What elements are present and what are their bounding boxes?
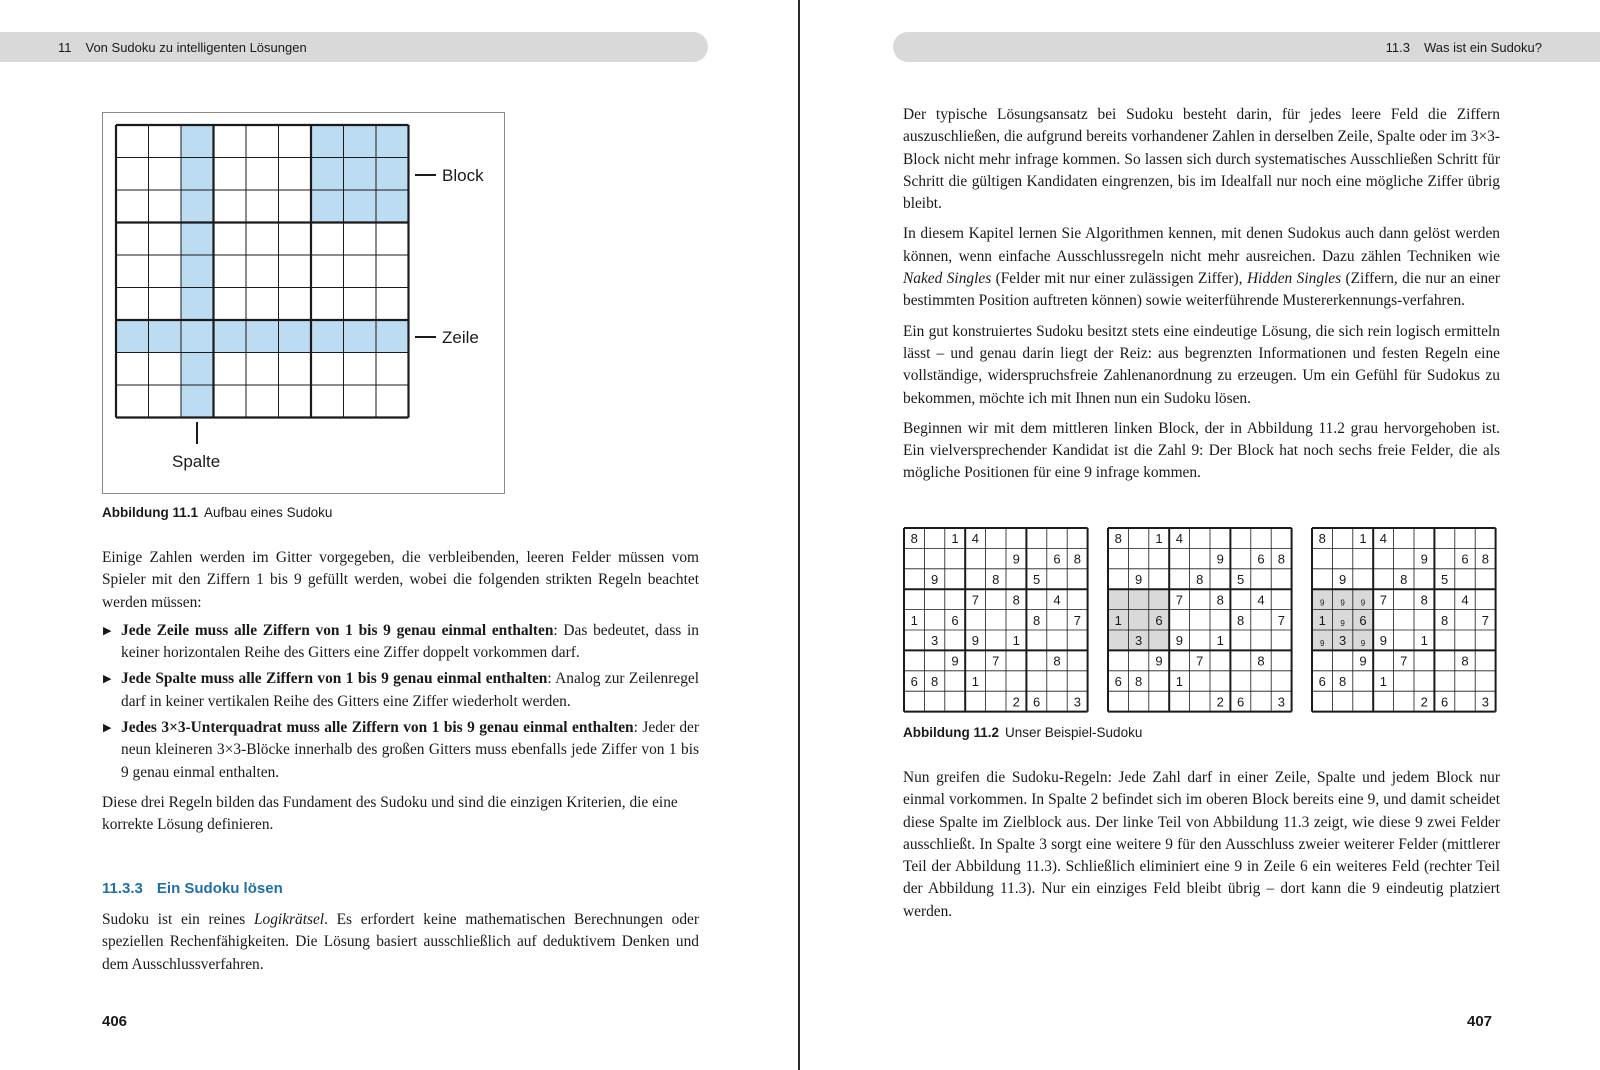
sudoku-digit: 9 — [971, 633, 980, 649]
sudoku-digit: 6 — [1318, 674, 1326, 689]
sudoku-digit: 7 — [1277, 612, 1286, 628]
sudoku-digit: 7 — [1073, 612, 1082, 628]
sudoku-digit: 8 — [1134, 674, 1143, 689]
sudoku-grid-original — [903, 527, 1089, 715]
sudoku-digit: 8 — [1277, 551, 1286, 567]
sudoku-digit: 8 — [1400, 572, 1408, 587]
sudoku-digit: 9 — [1338, 572, 1347, 587]
caption-text: Aufbau eines Sudoku — [204, 505, 333, 520]
highlighted-cell — [376, 190, 409, 223]
sudoku-digit: 4 — [1379, 531, 1388, 547]
sudoku-digit: 7 — [1196, 653, 1204, 669]
highlighted-cell — [181, 353, 214, 386]
sudoku-svg — [903, 527, 1089, 715]
section-title: Was ist ein Sudoku? — [1423, 39, 1542, 55]
sudoku-digit: 6 — [1032, 694, 1041, 710]
rule-item — [102, 620, 699, 665]
sudoku-digit: 6 — [1440, 694, 1449, 710]
running-header-left — [0, 32, 708, 62]
sudoku-digit: 6 — [1155, 612, 1163, 628]
highlighted-cell — [376, 320, 409, 353]
label-row: Zeile — [442, 328, 479, 347]
section-heading — [102, 880, 283, 897]
sudoku-digit: 8 — [1053, 653, 1061, 669]
sudoku-digit: 1 — [1379, 674, 1388, 689]
sudoku-structure-diagram — [103, 113, 504, 493]
paragraph-3: Ein gut konstruiertes Sudoku besitzt stets eine eindeutige Lösung, die sich rein logisch ermitteln lässt – und genau darin liegt der Reiz: aus begrenzten Informationen und festen Regeln eine vollständige, widerspruchsfreie Zahlenanordnung zu erzeugen. Um ein Gefühl für Sudokus zu bekommen, möchte ich mit Ihnen nun ein Sudoku lösen. — [903, 322, 1500, 407]
sudoku-digit: 9 — [1359, 653, 1367, 669]
paragraph-4: Beginnen wir mit dem mittleren linken Block, der in Abbildung 11.2 grau hervorgehoben ist. Ein vielversprechender Kandidat ist die Zahl 9: Der Block hat noch sechs freie Felder, die als mögliche Positionen für eine 9 infrage kommen. — [903, 419, 1500, 482]
sudoku-digit: 8 — [1196, 572, 1204, 587]
sudoku-digit: 8 — [1032, 612, 1041, 628]
sudoku-digit: 6 — [1359, 612, 1367, 628]
sudoku-digit: 4 — [1257, 592, 1265, 608]
sudoku-digit: 1 — [1420, 633, 1428, 649]
sudoku-svg — [1107, 527, 1293, 715]
sudoku-digit: 1 — [1359, 531, 1367, 547]
sudoku-digit: 3 — [1073, 694, 1082, 710]
highlighted-cell — [246, 320, 279, 353]
sudoku-digit: 1 — [1114, 612, 1122, 628]
rule-bold: Jede Zeile muss alle Ziffern von 1 bis 9 genau einmal enthalten — [121, 621, 554, 639]
sudoku-digit: 1 — [1155, 531, 1163, 547]
rule-bold: Jedes 3×3-Unterquadrat muss alle Ziffern von 1 bis 9 genau einmal enthalten — [121, 719, 634, 737]
page-number-left: 406 — [102, 1013, 128, 1030]
sudoku-digit: 3 — [930, 633, 939, 649]
figure-11-2-caption — [903, 725, 1142, 740]
bullet-icon: ▶ — [103, 673, 112, 686]
sudoku-digit: 4 — [1175, 531, 1184, 547]
running-header-right — [893, 32, 1600, 62]
highlighted-cell — [181, 320, 214, 353]
highlighted-block-cell — [1128, 589, 1148, 609]
sudoku-digit: 1 — [910, 612, 918, 628]
sudoku-svg — [1311, 527, 1497, 715]
sudoku-digit: 8 — [1461, 653, 1469, 669]
chapter-title: Von Sudoku zu intelligenten Lösungen — [85, 39, 307, 55]
sudoku-digit: 6 — [1236, 694, 1245, 710]
sudoku-digit: 6 — [1053, 551, 1061, 567]
highlighted-cell — [181, 158, 214, 191]
emphasis-logikraetsel: Logikrätsel — [253, 911, 325, 928]
rule-text: : Jeder der neun kleineren 3×3-Blöcke innerhalb des großen Gitters muss ebenfalls jede Ziffer von 1 bis 9 genau einmal enthalten. — [121, 719, 699, 781]
sudoku-digit: 8 — [1216, 592, 1224, 608]
sudoku-digit: 3 — [1134, 633, 1143, 649]
highlighted-cell — [116, 320, 149, 353]
sudoku-digit: 8 — [1338, 674, 1347, 689]
sudoku-digit: 7 — [1379, 592, 1388, 608]
left-page — [0, 0, 798, 1070]
summary-paragraph: Diese drei Regeln bilden das Fundament des Sudoku und sind die einzigen Kriterien, die eine korrekte Lösung definieren. — [102, 793, 678, 834]
sudoku-digit: 4 — [1461, 592, 1469, 608]
sudoku-digit: 6 — [1461, 551, 1469, 567]
sudoku-digit: 7 — [992, 653, 1000, 669]
chapter-number: 11 — [58, 39, 72, 55]
sudoku-digit: 8 — [1481, 551, 1490, 567]
sudoku-digit: 7 — [1175, 592, 1184, 608]
highlighted-block-cell — [1149, 630, 1169, 650]
text-span: . Es erfordert keine mathematischen Berechnungen oder speziellen Rechenfähigkeiten. Die Lösung basiert ausschließlich auf deduktivem Denken und dem Ausschlussverfahren. — [102, 911, 699, 973]
sudoku-digit: 8 — [910, 531, 918, 547]
sudoku-digit: 2 — [1420, 694, 1428, 710]
candidate-digit: 9 — [1319, 639, 1325, 649]
sudoku-digit: 9 — [951, 653, 959, 669]
sudoku-digit: 8 — [1073, 551, 1082, 567]
sudoku-digit: 1 — [1216, 633, 1224, 649]
sudoku-digit: 6 — [910, 674, 918, 689]
bullet-icon: ▶ — [103, 624, 112, 637]
sudoku-digit: 8 — [1114, 531, 1122, 547]
highlighted-cell — [311, 190, 344, 223]
section-paragraph — [102, 909, 699, 976]
sudoku-digit: 8 — [1012, 592, 1020, 608]
sudoku-digit: 9 — [1155, 653, 1163, 669]
sudoku-digit: 5 — [1440, 572, 1449, 587]
section-title: Ein Sudoku lösen — [156, 880, 283, 897]
sudoku-digit: 8 — [1440, 612, 1449, 628]
sudoku-digit: 9 — [1175, 633, 1184, 649]
section-number: 11.3 — [1385, 39, 1410, 55]
sudoku-digit: 3 — [1338, 633, 1347, 649]
sudoku-digit: 7 — [1481, 612, 1490, 628]
highlighted-cell — [376, 158, 409, 191]
highlighted-cell — [311, 125, 344, 158]
caption-text: Unser Beispiel-Sudoku — [1005, 725, 1143, 740]
emphasis-hidden-singles: Hidden Singles — [1246, 270, 1342, 288]
sudoku-digit: 8 — [1236, 612, 1245, 628]
sudoku-digit: 1 — [971, 674, 980, 689]
highlighted-block-cell — [1108, 630, 1128, 650]
rule-item — [102, 717, 699, 784]
sudoku-digit: 9 — [1420, 551, 1428, 567]
sudoku-digit: 2 — [1216, 694, 1224, 710]
highlighted-cell — [344, 190, 377, 223]
text-span: (Ziffern, die nur an einer bestimmten Position auftreten können) sowie weiterführende Mustererkennungs-verfahren. — [903, 270, 1500, 310]
rule-text: : Das bedeutet, dass in keiner horizontalen Reihe des Gitters eine Ziffer doppelt vorkommen darf. — [121, 621, 699, 662]
highlighted-cell — [279, 320, 312, 353]
intro-paragraph: Einige Zahlen werden im Gitter vorgegeben, die verbleibenden, leeren Felder müssen vom Spieler mit den Ziffern 1 bis 9 gefüllt werden, wobei die folgenden strikten Regeln beachtet werden müssen: — [102, 549, 699, 611]
sudoku-grid-highlighted-block — [1107, 527, 1293, 715]
sudoku-digit: 8 — [930, 674, 939, 689]
section-number: 11.3.3 — [102, 880, 143, 897]
sudoku-digit: 1 — [1012, 633, 1020, 649]
text-span: In diesem Kapitel lernen Sie Algorithmen kennen, mit denen Sudokus auch dann gelöst werden können, wenn einfache Ausschlussregeln nicht mehr ausreichen. Dazu zählen Techniken wie — [903, 225, 1500, 265]
label-block: Block — [442, 166, 484, 185]
sudoku-digit: 2 — [1012, 694, 1020, 710]
sudoku-digit: 9 — [1379, 633, 1388, 649]
sudoku-digit: 3 — [1481, 694, 1490, 710]
highlighted-cell — [181, 385, 214, 418]
sudoku-digit: 4 — [1053, 592, 1061, 608]
sudoku-digit: 9 — [930, 572, 939, 587]
bullet-icon: ▶ — [103, 722, 112, 735]
sudoku-digit: 1 — [1318, 612, 1326, 628]
highlighted-block-cell — [1149, 589, 1169, 609]
highlighted-cell — [181, 190, 214, 223]
sudoku-grid-candidates — [1311, 527, 1497, 715]
highlighted-cell — [181, 223, 214, 256]
right-page — [801, 0, 1600, 1070]
right-body — [903, 104, 1500, 485]
highlighted-cell — [344, 125, 377, 158]
emphasis-naked-singles: Naked Singles — [903, 270, 992, 288]
highlighted-cell — [181, 288, 214, 321]
caption-label: Abbildung 11.1 — [102, 505, 199, 520]
sudoku-digit: 3 — [1277, 694, 1286, 710]
highlighted-cell — [149, 320, 182, 353]
highlighted-cell — [344, 158, 377, 191]
left-body — [102, 547, 699, 837]
page-number-right: 407 — [1467, 1013, 1493, 1030]
highlighted-block-cell — [1108, 589, 1128, 609]
sudoku-digit: 4 — [971, 531, 980, 547]
highlighted-cell — [311, 320, 344, 353]
book-spine — [798, 0, 800, 1070]
sudoku-digit: 6 — [1257, 551, 1265, 567]
caption-label: Abbildung 11.2 — [903, 725, 1000, 740]
rule-item — [102, 668, 699, 713]
label-column: Spalte — [172, 452, 221, 471]
text-span: Sudoku ist ein reines — [102, 911, 254, 928]
candidate-digit: 9 — [1360, 639, 1366, 649]
highlighted-cell — [181, 255, 214, 288]
sudoku-digit: 6 — [1114, 674, 1122, 689]
figure-11-1-caption — [102, 505, 332, 520]
paragraph-5: Nun greifen die Sudoku-Regeln: Jede Zahl darf in einer Zeile, Spalte und jedem Block nur einmal vorkommen. In Spalte 2 befindet sich im oberen Block bereits eine 9, und damit scheidet diese Spalte im Zielblock aus. Der linke Teil von Abbildung 11.3 zeigt, wie diese 9 zwei Felder ausschließt. In Spalte 3 sorgt eine weitere 9 für den Ausschluss zweier weiterer Felder (mittlerer Teil der Abbildung 11.3). Schließlich eliminiert eine 9 in Zeile 6 ein weiteres Feld (rechter Teil der Abbildung 11.3). Nur ein einziges Feld bleibt übrig – dort kann die 9 eindeutig platziert werden. — [903, 769, 1500, 920]
highlighted-cell — [311, 158, 344, 191]
sudoku-digit: 5 — [1236, 572, 1245, 587]
paragraph-2 — [903, 223, 1500, 312]
sudoku-digit: 6 — [951, 612, 959, 628]
sudoku-digit: 5 — [1032, 572, 1041, 587]
paragraph-1: Der typische Lösungsansatz bei Sudoku besteht darin, für jedes leere Feld die Ziffern auszuschließen, die aufgrund bereits vorhandener Zahlen in derselben Zeile, Spalte oder im 3×3-Block nicht mehr infrage kommen. So lassen sich durch systematisches Ausschließen Schritt für Schritt die gültigen Kandidaten eingrenzen, bis im Idealfall nur noch eine mögliche Ziffer übrig bleibt. — [903, 106, 1500, 213]
highlighted-cell — [214, 320, 247, 353]
candidate-digit: 9 — [1360, 598, 1366, 608]
highlighted-cell — [344, 320, 377, 353]
sudoku-digit: 1 — [1175, 674, 1184, 689]
sudoku-digit: 8 — [1318, 531, 1326, 547]
candidate-digit: 9 — [1340, 618, 1345, 628]
sudoku-digit: 1 — [951, 531, 959, 547]
sudoku-digit: 9 — [1134, 572, 1143, 587]
rules-list — [102, 620, 699, 784]
figure-sudoku-structure — [102, 112, 505, 494]
text-span: (Felder mit nur einer zulässigen Ziffer), — [991, 270, 1247, 288]
sudoku-digit: 8 — [1420, 592, 1428, 608]
sudoku-digit: 8 — [992, 572, 1000, 587]
sudoku-digit: 7 — [1400, 653, 1408, 669]
candidate-digit: 9 — [1319, 598, 1325, 608]
highlighted-cell — [376, 125, 409, 158]
sudoku-digit: 9 — [1216, 551, 1224, 567]
rule-bold: Jede Spalte muss alle Ziffern von 1 bis 9 genau einmal enthalten — [121, 670, 548, 688]
candidate-digit: 9 — [1340, 598, 1345, 608]
sudoku-digit: 9 — [1012, 551, 1020, 567]
highlighted-cell — [181, 125, 214, 158]
highlighted-block-cell — [1128, 610, 1148, 630]
sudoku-digit: 8 — [1257, 653, 1265, 669]
rule-text: : Analog zur Zeilenregel darf in keiner vertikalen Reihe des Gitters eine Ziffer wiederholt werden. — [121, 670, 699, 710]
sudoku-digit: 7 — [971, 592, 980, 608]
